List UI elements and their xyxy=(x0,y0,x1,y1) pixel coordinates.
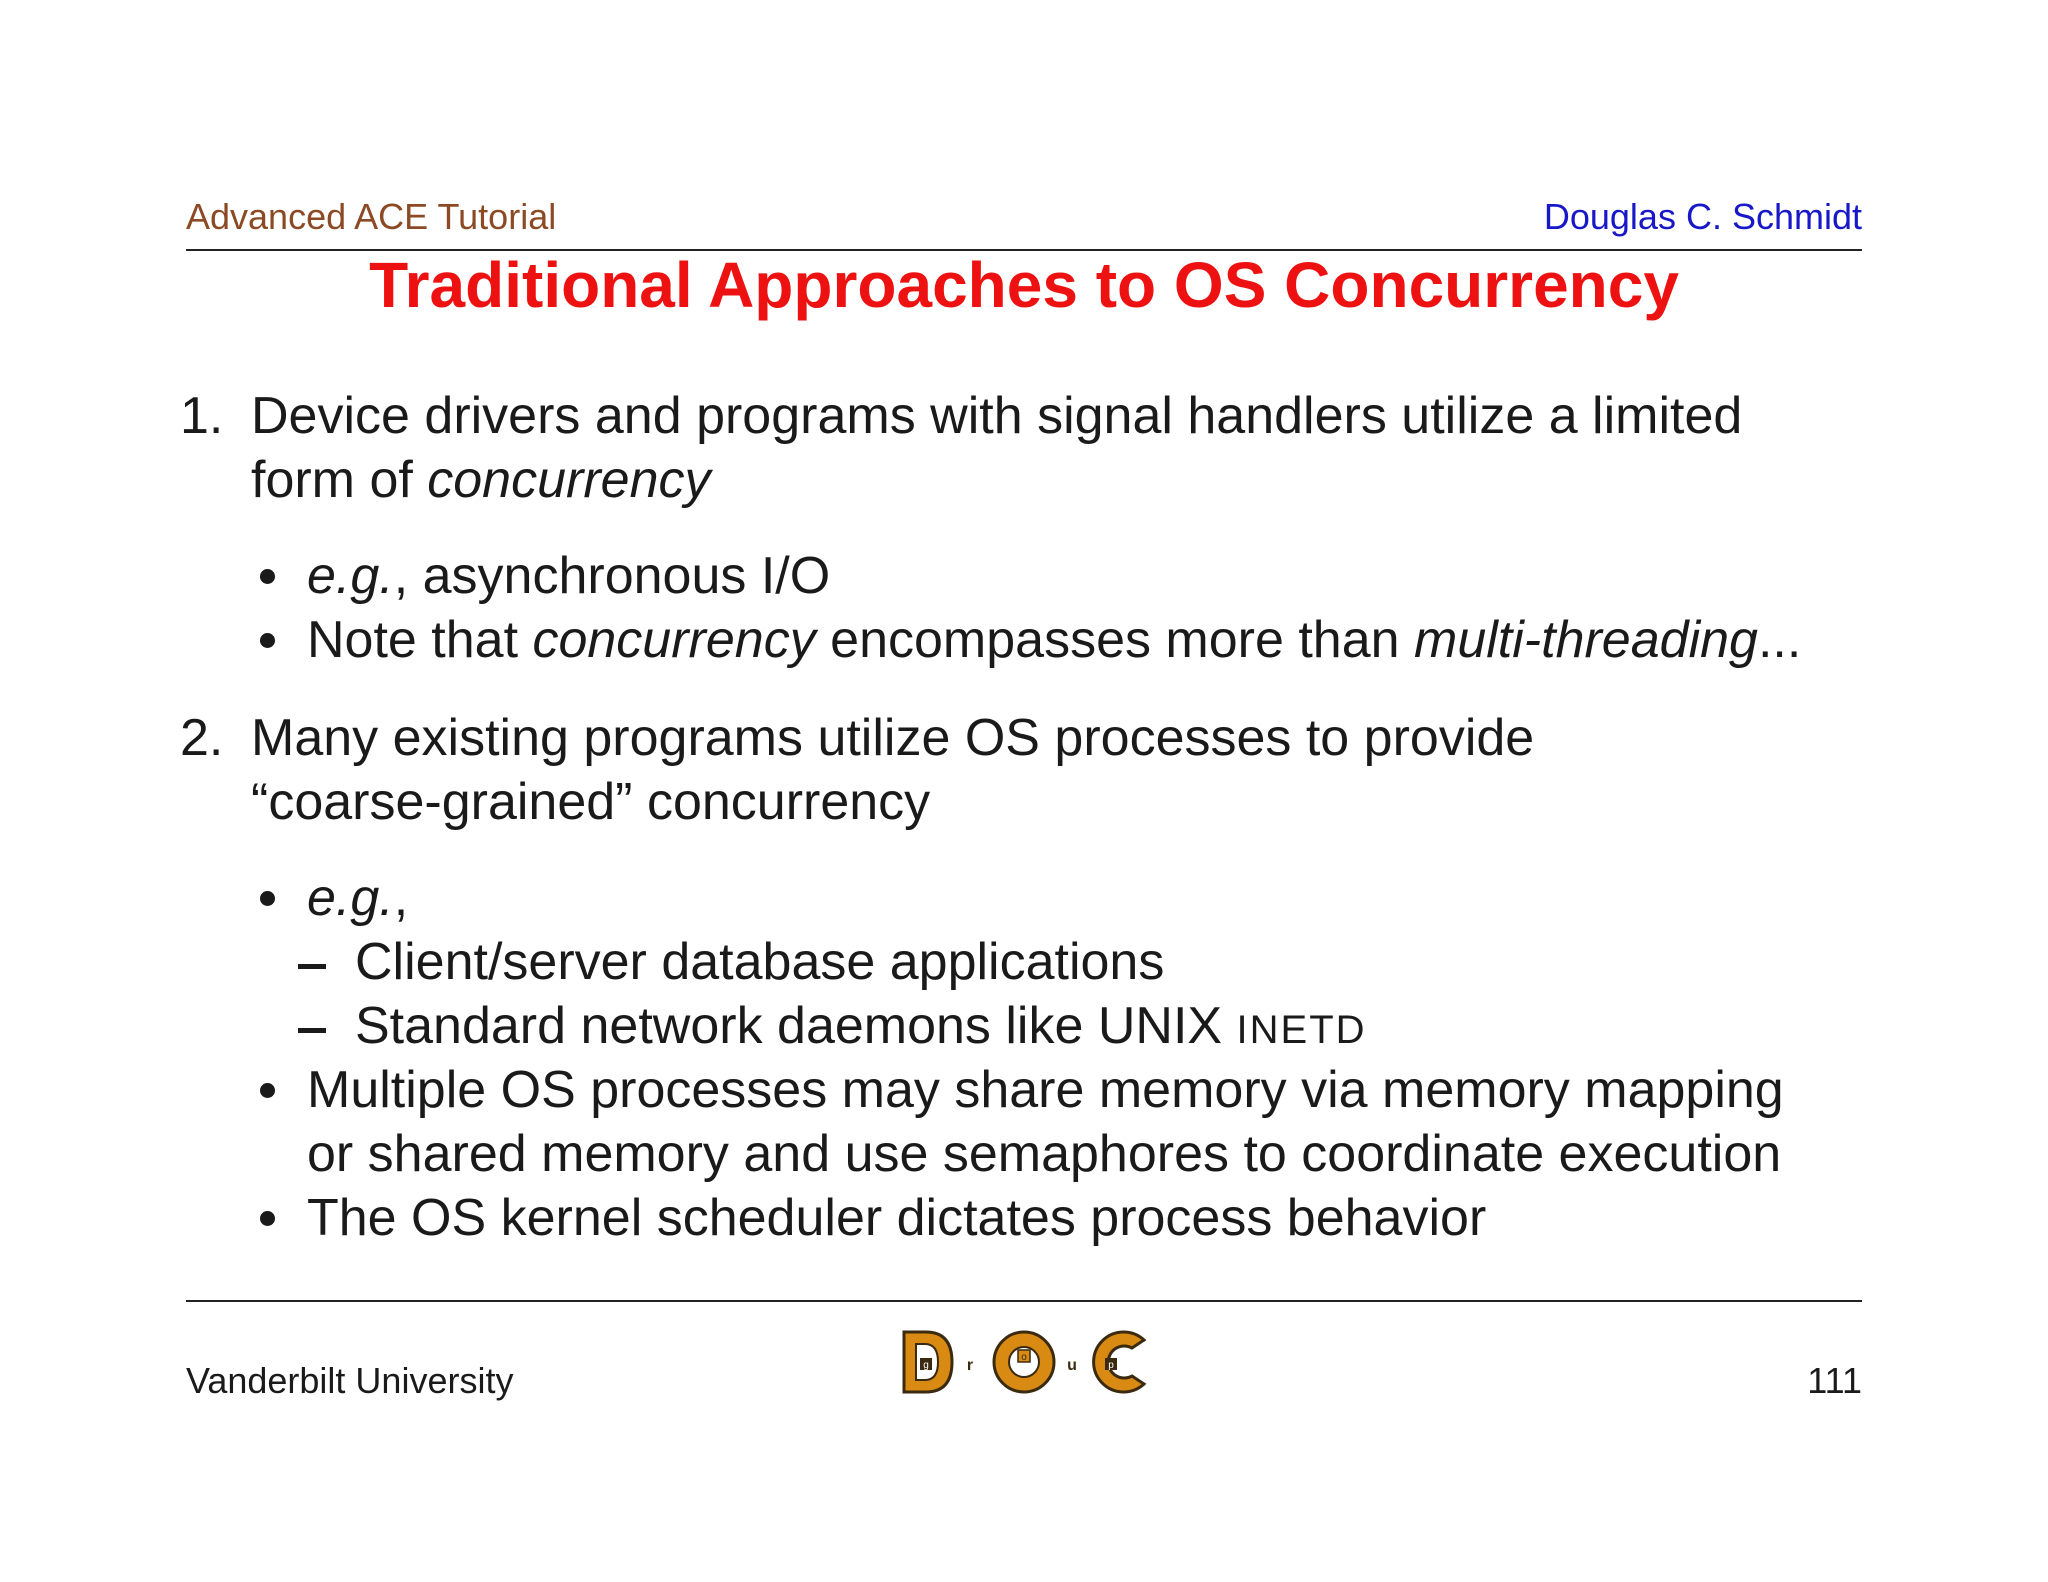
logo-letter-d xyxy=(904,1332,952,1392)
item-2-bullet-2-line2: or shared memory and use semaphores to coordinate execution xyxy=(307,1125,1782,1183)
item-2-bullet-3: The OS kernel scheduler dictates process behavior xyxy=(307,1189,1487,1247)
item-1-number: 1. xyxy=(180,387,224,445)
doc-group-logo xyxy=(900,1326,1150,1398)
bullet-text: ... xyxy=(1757,611,1802,669)
item-1-bullet-2 xyxy=(307,608,1801,672)
item-1-line2-emphasis: concurrency xyxy=(427,451,711,509)
bullet-dot xyxy=(260,633,275,648)
bullet-dot xyxy=(260,569,275,584)
item-1-line2-prefix: form of xyxy=(251,451,428,509)
bullet-dot xyxy=(260,1083,275,1098)
eg-emphasis: e.g. xyxy=(307,547,394,605)
logo-small-p: p xyxy=(1108,1360,1114,1371)
logo-small-o: o xyxy=(1021,1352,1027,1363)
dash-mark xyxy=(298,964,326,969)
slide-title: Traditional Approaches to OS Concurrency xyxy=(369,249,1679,321)
concurrency-emphasis: concurrency xyxy=(532,611,816,669)
item-1-line2 xyxy=(251,448,711,512)
bullet-text: encompasses more than xyxy=(815,611,1415,669)
item-2-subitem-1: Client/server database applications xyxy=(355,933,1165,991)
item-2-subitem-2 xyxy=(355,994,1367,1062)
item-2-line1: Many existing programs utilize OS processes to provide xyxy=(251,709,1535,767)
bullet-dot xyxy=(260,891,275,906)
logo-small-r: r xyxy=(966,1357,974,1374)
footer-rule xyxy=(186,1300,1862,1302)
eg-emphasis: e.g. xyxy=(307,869,394,927)
logo-letter-c xyxy=(1094,1332,1144,1392)
item-2-number: 2. xyxy=(180,709,224,767)
inetd-smallcaps: INETD xyxy=(1236,1008,1367,1052)
logo-letter-o xyxy=(994,1332,1054,1392)
item-2-bullet-2-line1: Multiple OS processes may share memory via memory mapping xyxy=(307,1061,1784,1119)
item-1-line1: Device drivers and programs with signal handlers utilize a limited xyxy=(251,387,1743,445)
bullet-dot xyxy=(260,1211,275,1226)
item-1-bullet-1 xyxy=(307,544,830,608)
page-number: 111 xyxy=(1807,1360,1862,1401)
bullet-text: Standard network daemons like UNIX xyxy=(355,997,1237,1055)
bullet-text: , asynchronous I/O xyxy=(393,547,831,605)
dash-mark xyxy=(298,1028,326,1033)
multithreading-emphasis: multi-threading xyxy=(1414,611,1758,669)
item-2-line2: “coarse-grained” concurrency xyxy=(251,773,931,831)
footer-institution: Vanderbilt University xyxy=(186,1360,514,1401)
header-course-title: Advanced ACE Tutorial xyxy=(186,196,557,237)
logo-small-g: g xyxy=(923,1360,929,1371)
bullet-text: , xyxy=(393,869,409,927)
header-author: Douglas C. Schmidt xyxy=(1543,196,1862,237)
item-2-bullet-1 xyxy=(307,866,408,930)
logo-small-u: u xyxy=(1067,1357,1077,1374)
bullet-text: Note that xyxy=(307,611,533,669)
